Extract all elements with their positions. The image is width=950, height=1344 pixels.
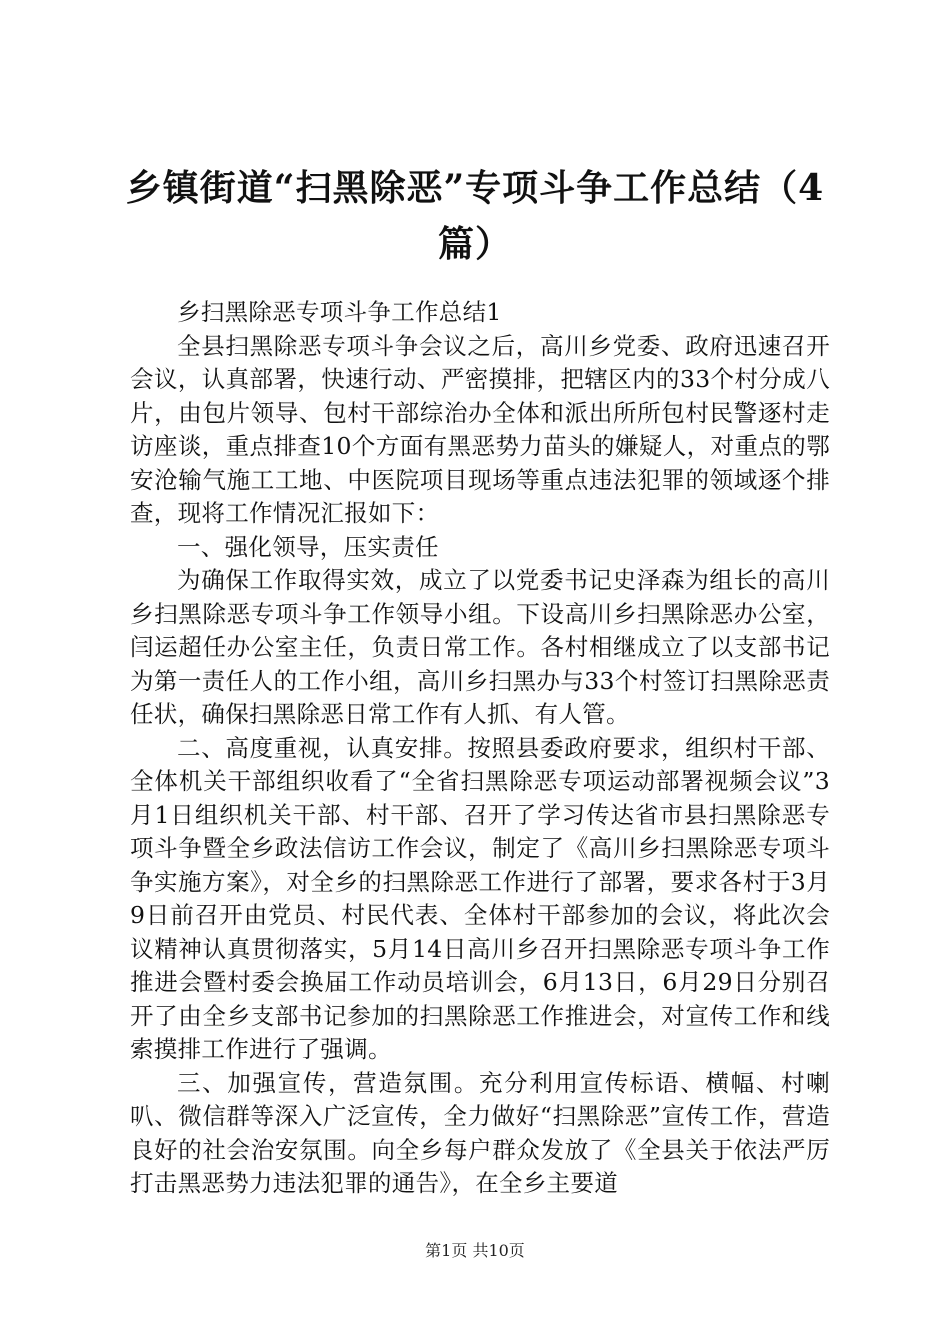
document-title: 乡镇街道“扫黑除恶”专项斗争工作总结（4篇）	[125, 167, 825, 265]
section-heading-1: 一、强化领导，压实责任	[177, 532, 439, 561]
paragraph-section-2: 二、高度重视，认真安排。按照县委政府要求，组织村干部、全体机关干部组织收看了“全省扫黑除恶专项运动部署视频会议”3月1日组织机关干部、村干部、召开了学习传达省市县扫黑除恶专项斗争暨全乡政法信访工作会议，制定了《高川乡扫黑除恶专项斗争实施方案》，对全乡的扫黑除恶工作进行了部署，要求各村于3月9日前召开由党员、村民代表、全体村干部参加的会议，将此次会议精神认真贯彻落实，5月14日高川乡召开扫黑除恶专项斗争工作推进会暨村委会换届工作动员培训会，6月13日，6月29日分别召开了由全乡支部书记参加的扫黑除恶工作推进会，对宣传工作和线索摸排工作进行了强调。	[130, 733, 830, 1063]
paragraph-section-1: 为确保工作取得实效，成立了以党委书记史泽森为组长的高川乡扫黑除恶专项斗争工作领导小组。下设高川乡扫黑除恶办公室，闫运超任办公室主任，负责日常工作。各村相继成立了以支部书记为第一责任人的工作小组，高川乡扫黑办与33个村签订扫黑除恶责任状，确保扫黑除恶日常工作有人抓、有人管。	[130, 566, 830, 728]
document-body	[130, 296, 830, 1201]
paragraph-intro: 全县扫黑除恶专项斗争会议之后，高川乡党委、政府迅速召开会议，认真部署，快速行动、严密摸排，把辖区内的33个村分成八片，由包片领导、包村干部综治办全体和派出所所包村民警逐村走访座谈，重点排查10个方面有黑恶势力苗头的嫌疑人，对重点的鄂安沧输气施工工地、中医院项目现场等重点违法犯罪的领域逐个排查，现将工作情况汇报如下：	[130, 331, 830, 527]
paragraph-section-3: 三、加强宣传，营造氛围。充分利用宣传标语、横幅、村喇叭、微信群等深入广泛宣传，全力做好“扫黑除恶”宣传工作，营造良好的社会治安氛围。向全乡每户群众发放了《全县关于依法严厉打击黑恶势力违法犯罪的通告》，在全乡主要道	[130, 1068, 830, 1197]
page-footer: 第1页 共10页	[425, 1241, 525, 1260]
paragraph-subtitle: 乡扫黑除恶专项斗争工作总结1	[177, 298, 502, 326]
